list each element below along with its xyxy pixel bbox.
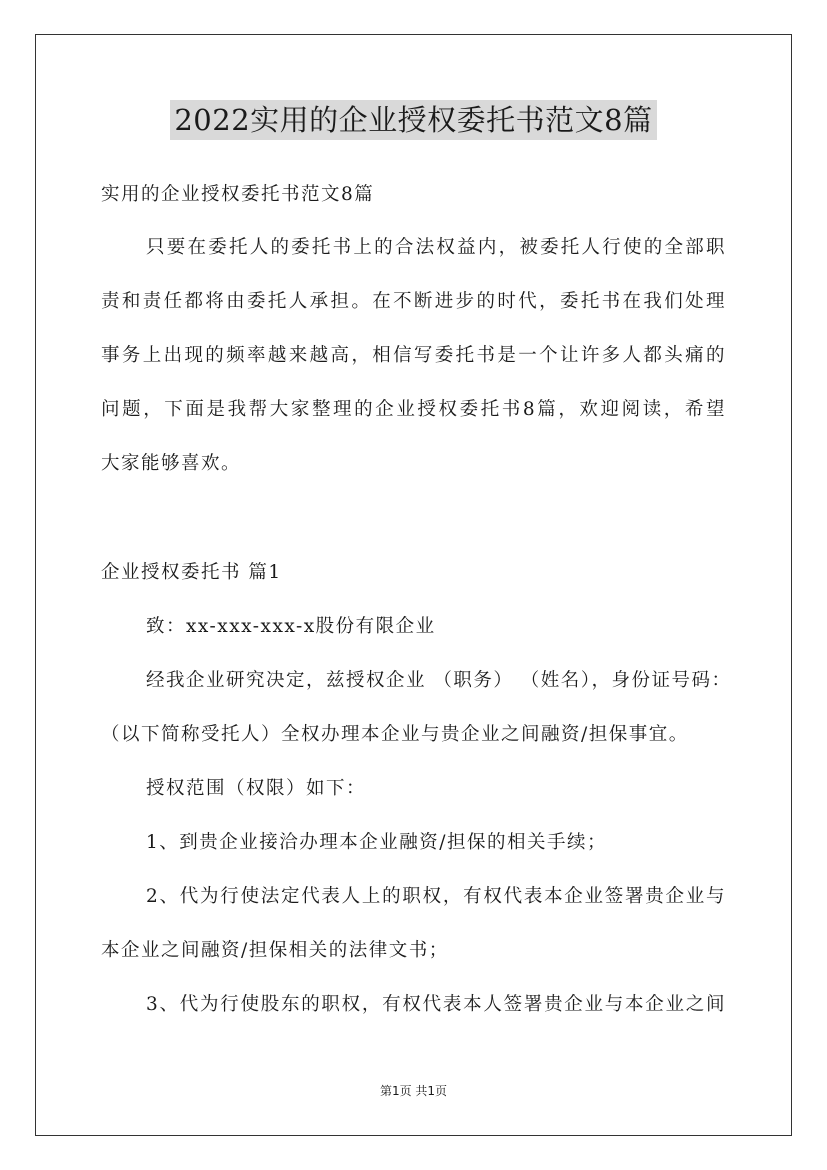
body-line-6: 2、代为行使法定代表人上的职权，有权代表本企业签署贵企业与: [146, 886, 726, 907]
body-line-1: 致：xx-xxx-xxx-x股份有限企业: [146, 616, 436, 637]
document-title: 2022实用的企业授权委托书范文8篇: [170, 100, 656, 140]
title-container: [0, 100, 827, 140]
intro-line-2: 责和责任都将由委托人承担。在不断进步的时代，委托书在我们处理: [101, 291, 726, 312]
section-heading: 企业授权委托书 篇1: [101, 562, 282, 583]
body-line-8: 3、代为行使股东的职权，有权代表本人签署贵企业与本企业之间: [146, 994, 726, 1015]
body-line-7: 本企业之间融资/担保相关的法律文书；: [101, 940, 449, 961]
body-line-2: 经我企业研究决定，兹授权企业 （职务） （姓名），身份证号码：: [146, 670, 732, 691]
intro-line-4: 问题，下面是我帮大家整理的企业授权委托书8篇，欢迎阅读，希望: [101, 399, 726, 420]
subtitle: 实用的企业授权委托书范文8篇: [101, 184, 375, 205]
intro-line-5: 大家能够喜欢。: [101, 453, 242, 474]
body-line-5: 1、到贵企业接洽办理本企业融资/担保的相关手续；: [146, 832, 608, 853]
page-footer: 第1页 共1页: [379, 1084, 448, 1098]
intro-line-3: 事务上出现的频率越来越高，相信写委托书是一个让许多人都头痛的: [101, 345, 726, 366]
body-line-3: （以下简称受托人）全权办理本企业与贵企业之间融资/担保事宜。: [101, 724, 689, 745]
intro-line-1: 只要在委托人的委托书上的合法权益内，被委托人行使的全部职: [146, 237, 726, 258]
body-line-4: 授权范围（权限）如下：: [146, 778, 367, 799]
